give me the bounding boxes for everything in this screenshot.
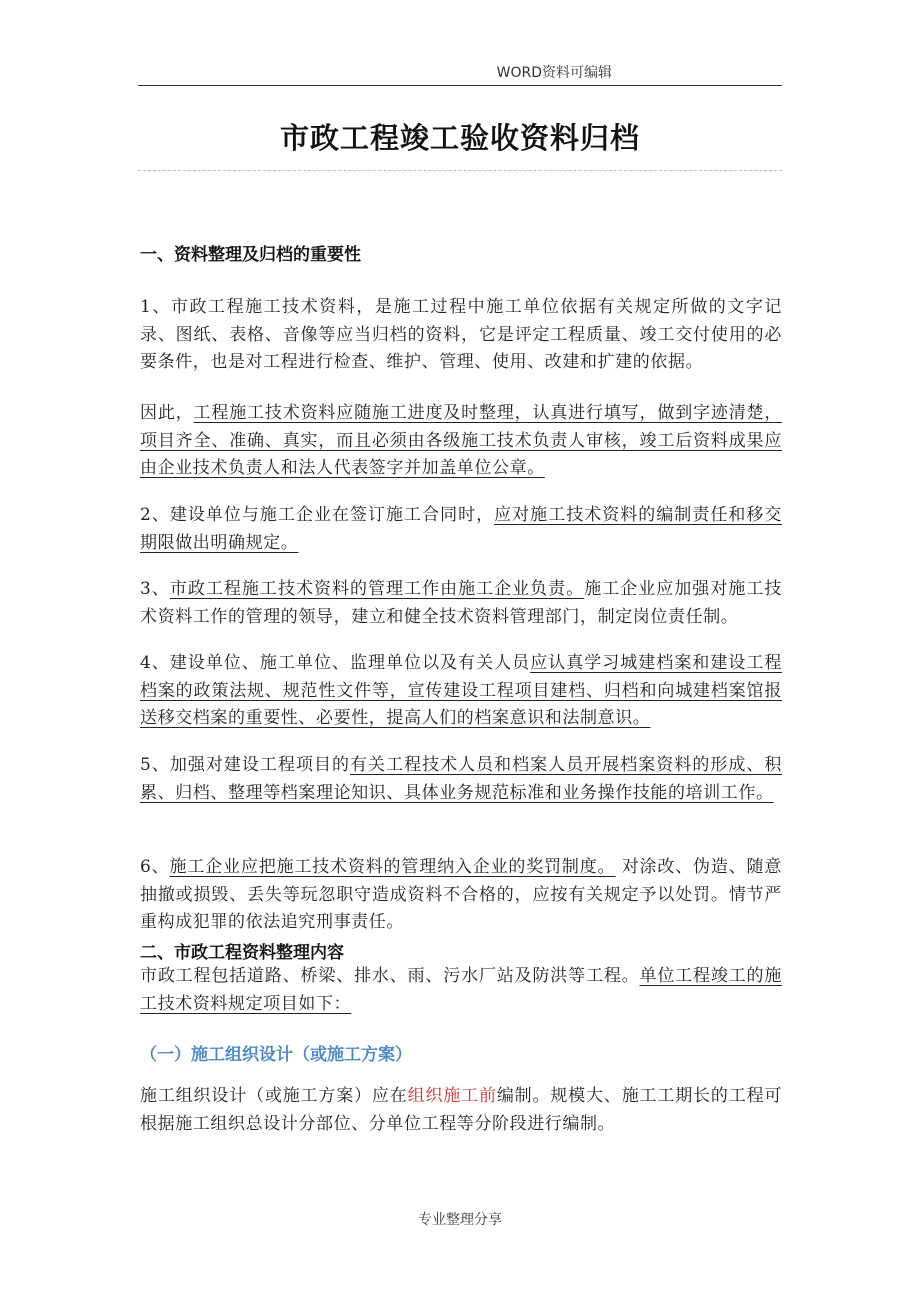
page-header: WORD资料可编辑 xyxy=(496,65,612,81)
paragraph-2-underlined: 工程施工技术资料应随施工进度及时整理，认真进行填写，做到字迹清楚，项目齐全、准确、真实，而且必须由各级施工技术负责人审核，竣工后资料成果应由企业技术负责人和法人代表签字并加盖单位公章。 xyxy=(140,403,782,478)
paragraph-org-design xyxy=(140,1083,782,1138)
paragraph-5-lead: 4、建设单位、施工单位、监理单位以及有关人员 xyxy=(140,653,531,673)
org-design-highlight: 组织施工前 xyxy=(407,1086,497,1106)
intro-underlined: 单位工程竣工的施工技术资料规定项目如下： xyxy=(140,966,782,1014)
org-design-rest: 编制。规模大、施工工期长的工程可根据施工组织总设计分部位、分单位工程等分阶段进行编制。 xyxy=(140,1086,783,1134)
paragraph-1: 1、市政工程施工技术资料，是施工过程中施工单位依据有关规定所做的文字记录、图纸、表格、音像等应当归档的资料，它是评定工程质量、竣工交付使用的必要条件，也是对工程进行检查、维护、管理、使用、改建和扩建的依据。 xyxy=(140,297,782,372)
paragraph-7-underlined: 施工企业应把施工技术资料的管理纳入企业的奖罚制度。 xyxy=(169,857,616,877)
paragraph-intro xyxy=(140,963,782,1018)
paragraph-4-rest: 施工企业应加强对施工技术资料工作的管理的领导，建立和健全技术资料管理部门，制定岗位责任制。 xyxy=(140,579,782,627)
paragraph-4-lead: 3、 xyxy=(140,579,170,599)
paragraph-5 xyxy=(140,650,782,733)
paragraph-2 xyxy=(140,400,782,483)
section-heading-2: 二、市政工程资料整理内容 xyxy=(140,943,344,963)
paragraph-7-rest: 对涂改、伪造、随意抽撤或损毁、丢失等玩忽职守造成资料不合格的，应按有关规定予以处罚。情节严重构成犯罪的依法追究刑事责任。 xyxy=(140,857,782,932)
paragraph-2-lead: 因此， xyxy=(140,403,194,423)
section-heading-1: 一、资料整理及归档的重要性 xyxy=(140,245,361,265)
subsection-heading-1: （一）施工组织设计（或施工方案） xyxy=(140,1045,412,1065)
paragraph-7-lead: 6、 xyxy=(140,857,170,877)
paragraph-4 xyxy=(140,576,782,631)
intro-lead: 市政工程包括道路、桥梁、排水、雨、污水厂站及防洪等工程。 xyxy=(140,966,640,986)
org-design-lead: 施工组织设计（或施工方案）应在 xyxy=(140,1086,408,1106)
paragraph-6-underlined: 有关工程技术人员和档案人员开展档案资料的形成、积累、归档、整理等档案理论知识、具体业务规范标准和业务操作技能的培训工作。 xyxy=(140,755,782,803)
paragraph-3-underlined: 应对施工技术资料的编制责任和移交期限做出明确规定。 xyxy=(140,505,782,553)
paragraph-5-underlined: 应认真学习城建档案和建设工程档案的政策法规、规范性文件等，宣传建设工程项目建档、归档和向城建档案馆报送移交档案的重要性、必要性，提高人们的档案意识和法制意识。 xyxy=(140,653,783,728)
paragraph-4-underlined: 市政工程施工技术资料的管理工作由施工企业负责。 xyxy=(169,579,585,599)
paragraph-3-lead: 2、建设单位与施工企业在签订施工合同时， xyxy=(140,505,495,525)
paragraph-6-lead: 5、加强对建设工程项目的 xyxy=(140,755,351,775)
paragraph-3 xyxy=(140,502,782,557)
paragraph-6 xyxy=(140,752,782,807)
paragraph-7 xyxy=(140,854,782,937)
page-footer: 专业整理分享 xyxy=(418,1212,502,1228)
title-divider xyxy=(138,170,782,171)
document-title: 市政工程竣工验收资料归档 xyxy=(279,121,640,155)
header-divider xyxy=(138,85,782,86)
